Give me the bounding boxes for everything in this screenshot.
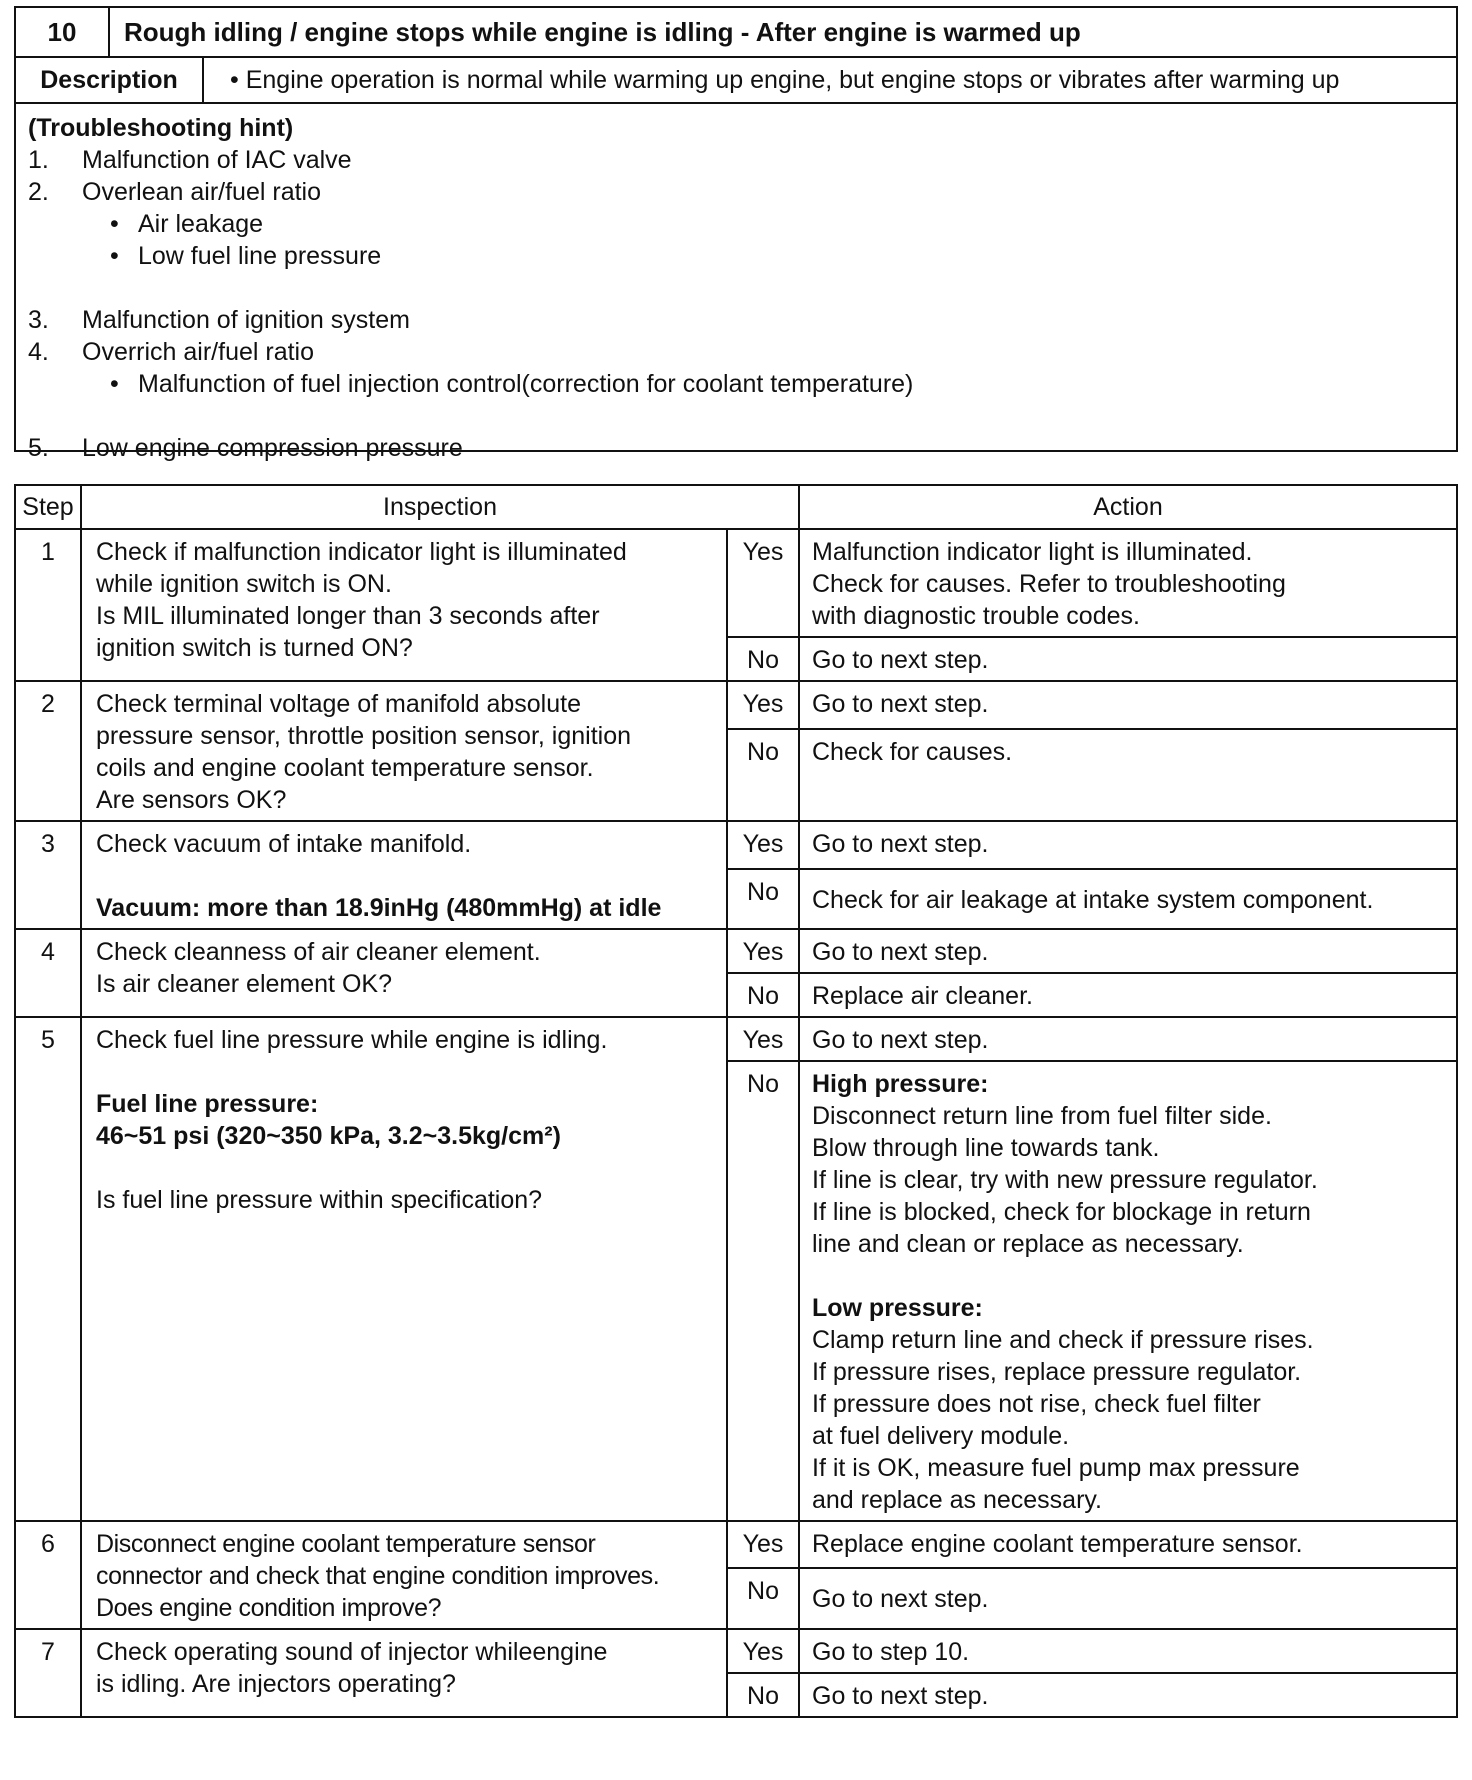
bullet-icon: • [110,210,119,238]
description-text [203,57,1457,103]
inspection-line: coils and engine coolant temperature sensor. [96,754,594,782]
inspection-line: Check vacuum of intake manifold. [96,830,472,858]
no-label: No [727,869,799,929]
action-line: If pressure does not rise, check fuel filter [812,1390,1261,1418]
bullet-icon: • [110,242,119,270]
inspection-line: connector and check that engine condition improves. [96,1562,660,1590]
no-label: No [727,729,799,821]
inspection-spec: Vacuum: more than 18.9inHg (480mmHg) at idle [96,894,662,922]
action-line: If it is OK, measure fuel pump max pressure [812,1454,1300,1482]
table-row [15,1017,1457,1061]
inspection-line: pressure sensor, throttle position sensor, ignition [96,722,632,750]
action-line: line and clean or replace as necessary. [812,1230,1244,1258]
yes-action: Go to next step. [799,929,1457,973]
step-number: 7 [15,1629,81,1717]
hint-number: 1. [28,146,49,174]
step-number: 3 [15,821,81,929]
step-number: 4 [15,929,81,1017]
table-row [15,1521,1457,1568]
step-number: 5 [15,1017,81,1521]
inspection-line: Check cleanness of air cleaner element. [96,938,541,966]
no-action: Check for causes. [799,729,1457,821]
yes-label: Yes [727,1629,799,1673]
inspection-cell [81,681,727,821]
description-table [14,56,1458,104]
low-pressure-title: Low pressure: [812,1294,983,1322]
hint-subtext: Air leakage [138,210,264,238]
table-header-row [15,485,1457,529]
no-action [799,1061,1457,1521]
hint-title: (Troubleshooting hint) [28,114,294,142]
inspection-line: Check fuel line pressure while engine is idling. [96,1026,608,1054]
action-line: at fuel delivery module. [812,1422,1070,1450]
table-row [15,821,1457,869]
yes-action: Go to next step. [799,821,1457,869]
yes-label: Yes [727,821,799,869]
action-line: If pressure rises, replace pressure regulator. [812,1358,1302,1386]
hint-subtext: Low fuel line pressure [138,242,382,270]
action-line: Check for causes. Refer to troubleshooting [812,570,1286,598]
inspection-line: is idling. Are injectors operating? [96,1670,456,1698]
no-label: No [727,973,799,1017]
no-action: Go to next step. [799,1673,1457,1717]
yes-action [799,529,1457,637]
header-inspection: Inspection [81,485,799,529]
inspection-cell [81,1017,727,1521]
no-action: Replace air cleaner. [799,973,1457,1017]
procedure-title: Rough idling / engine stops while engine is idling - After engine is warmed up [109,7,1457,57]
table-row [15,1629,1457,1673]
hint-text: Malfunction of ignition system [82,306,410,334]
description-value: Engine operation is normal while warming up engine, but engine stops or vibrates after warming up [245,66,1340,94]
description-label: Description [15,57,203,103]
hint-number: 4. [28,338,49,366]
inspection-spec: Fuel line pressure: [96,1090,319,1118]
table-row [15,529,1457,637]
action-line: Malfunction indicator light is illuminated. [812,538,1253,566]
inspection-line: Does engine condition improve? [96,1594,442,1622]
hint-text: Overlean air/fuel ratio [82,178,322,206]
inspection-line: Is fuel line pressure within specification? [96,1186,543,1214]
action-line: If line is clear, try with new pressure regulator. [812,1166,1318,1194]
hint-item [28,336,1444,368]
bullet-icon: • [230,66,239,94]
yes-action: Go to step 10. [799,1629,1457,1673]
no-action: Go to next step. [799,1568,1457,1629]
hint-text: Malfunction of IAC valve [82,146,352,174]
troubleshooting-hint [14,104,1458,462]
no-label: No [727,1568,799,1629]
yes-action: Go to next step. [799,681,1457,729]
no-action: Go to next step. [799,637,1457,681]
inspection-line: while ignition switch is ON. [96,570,392,598]
yes-action: Replace engine coolant temperature sensor. [799,1521,1457,1568]
bullet-icon: • [110,370,119,398]
hint-text: Overrich air/fuel ratio [82,338,315,366]
inspection-cell [81,529,727,681]
step-number: 6 [15,1521,81,1629]
inspection-cell [81,1521,727,1629]
procedure-number: 10 [15,7,109,57]
no-label: No [727,1673,799,1717]
hint-item [28,176,1444,208]
hint-number: 5. [28,434,49,462]
inspection-cell [81,929,727,1017]
yes-label: Yes [727,1521,799,1568]
no-label: No [727,637,799,681]
hint-item [28,304,1444,336]
hint-text: Low engine compression pressure [82,434,463,462]
action-line: Disconnect return line from fuel filter side. [812,1102,1272,1130]
yes-label: Yes [727,1017,799,1061]
table-row [15,681,1457,729]
header-step: Step [15,485,81,529]
action-line: Blow through line towards tank. [812,1134,1160,1162]
header-table [14,6,1458,58]
inspection-line: Check if malfunction indicator light is illuminated [96,538,627,566]
inspection-line: ignition switch is turned ON? [96,634,413,662]
inspection-line: Check terminal voltage of manifold absolute [96,690,581,718]
inspection-line: Check operating sound of injector whileengine [96,1638,608,1666]
inspection-spec: 46~51 psi (320~350 kPa, 3.2~3.5kg/cm²) [96,1122,561,1150]
step-number: 2 [15,681,81,821]
action-line: with diagnostic trouble codes. [812,602,1140,630]
header-action: Action [799,485,1457,529]
inspection-line: Is MIL illuminated longer than 3 seconds after [96,602,600,630]
yes-label: Yes [727,681,799,729]
hint-subitem [28,208,1444,240]
inspection-cell [81,821,727,929]
hint-item [28,432,1444,464]
yes-label: Yes [727,529,799,637]
no-label: No [727,1061,799,1521]
no-action: Check for air leakage at intake system component. [799,869,1457,929]
action-line: Clamp return line and check if pressure rises. [812,1326,1314,1354]
steps-table [14,484,1458,1718]
hint-subitem [28,240,1444,272]
action-line: and replace as necessary. [812,1486,1102,1514]
document-page [14,6,1458,1718]
table-row [15,929,1457,973]
high-pressure-title: High pressure: [812,1070,989,1098]
hint-number: 3. [28,306,49,334]
inspection-line: Are sensors OK? [96,786,287,814]
inspection-cell [81,1629,727,1717]
inspection-line: Disconnect engine coolant temperature sensor [96,1530,596,1558]
hint-subitem [28,368,1444,400]
hint-item [28,144,1444,176]
hint-number: 2. [28,178,49,206]
yes-action: Go to next step. [799,1017,1457,1061]
inspection-line: Is air cleaner element OK? [96,970,392,998]
action-line: If line is blocked, check for blockage in return [812,1198,1311,1226]
hint-subtext: Malfunction of fuel injection control(correction for coolant temperature) [138,370,914,398]
yes-label: Yes [727,929,799,973]
step-number: 1 [15,529,81,681]
